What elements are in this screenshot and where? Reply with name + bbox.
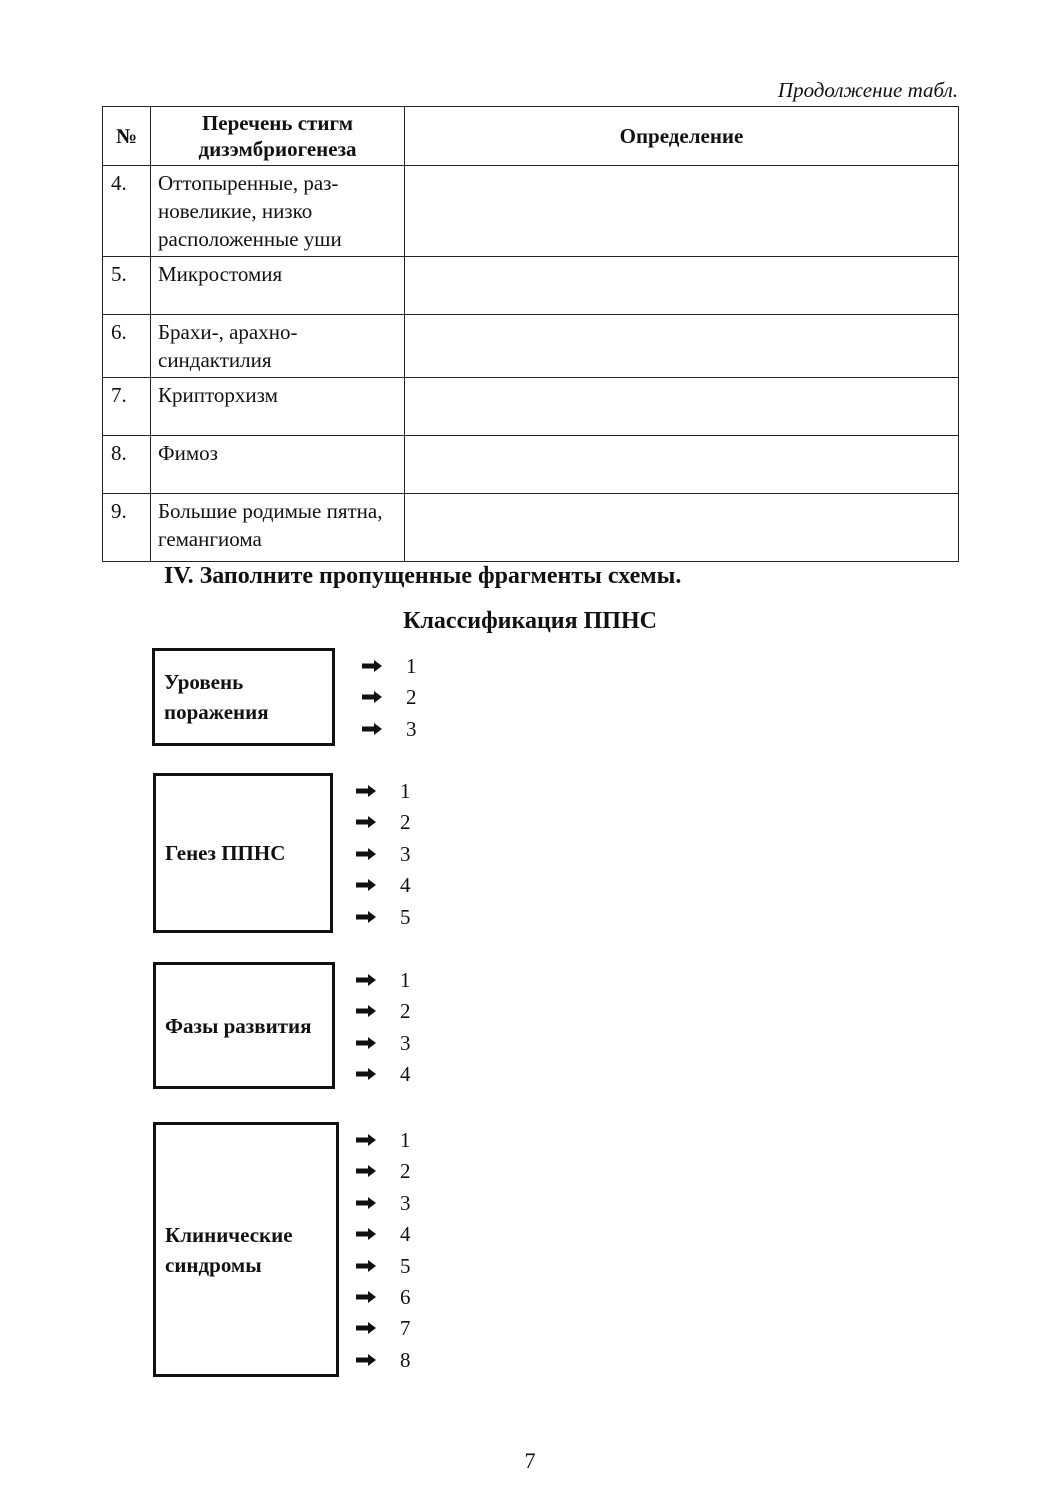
section-title: IV. Заполните пропущенные фрагменты схемы. bbox=[164, 563, 682, 589]
arrow-right-icon bbox=[362, 660, 382, 672]
arrow-right-icon bbox=[356, 848, 376, 860]
cell-definition[interactable] bbox=[405, 257, 959, 315]
scheme-box-label: Уровень поражения bbox=[164, 670, 269, 724]
arrow-right-icon bbox=[356, 785, 376, 797]
scheme-item-number: 3 bbox=[406, 716, 417, 741]
continuation-note: Продолжение табл. bbox=[777, 78, 958, 102]
arrow-right-icon bbox=[356, 911, 376, 923]
arrow-right-icon bbox=[356, 974, 376, 986]
cell-definition[interactable] bbox=[405, 315, 959, 378]
table-row bbox=[103, 378, 959, 436]
cell-item: Микростомия bbox=[151, 257, 405, 315]
arrow-right-icon bbox=[356, 879, 376, 891]
arrow-right-icon bbox=[356, 1197, 376, 1209]
cell-item: Большие родимые пятна, гемангиома bbox=[151, 494, 405, 562]
arrow-right-icon bbox=[356, 1260, 376, 1272]
cell-definition[interactable] bbox=[405, 494, 959, 562]
scheme-box-label: Генез ППНС bbox=[165, 841, 286, 865]
cell-item: Крипторхизм bbox=[151, 378, 405, 436]
arrow-right-icon bbox=[356, 1228, 376, 1240]
table-row bbox=[103, 166, 959, 257]
stigmata-table bbox=[102, 106, 959, 562]
scheme-box bbox=[153, 962, 335, 1089]
scheme-item-number: 8 bbox=[400, 1347, 411, 1372]
cell-definition[interactable] bbox=[405, 436, 959, 494]
table-row bbox=[103, 494, 959, 562]
cell-definition[interactable] bbox=[405, 166, 959, 257]
scheme-item-number: 1 bbox=[400, 779, 411, 803]
arrow-right-icon bbox=[356, 1354, 376, 1366]
arrow-right-icon bbox=[356, 1322, 376, 1334]
cell-num: 4. bbox=[103, 166, 151, 257]
scheme-box bbox=[153, 1122, 339, 1377]
scheme-item-number: 4 bbox=[400, 873, 411, 898]
cell-item: Брахи-, арахно-синдактилия bbox=[151, 315, 405, 378]
arrow-right-icon bbox=[356, 816, 376, 828]
cell-definition[interactable] bbox=[405, 378, 959, 436]
scheme-item-number: 3 bbox=[400, 1190, 411, 1215]
scheme-item-number: 2 bbox=[400, 999, 411, 1024]
cell-item: Оттопыренные, раз-новеликие, низко расположенные уши bbox=[151, 166, 405, 257]
table-row bbox=[103, 436, 959, 494]
arrow-right-icon bbox=[362, 723, 382, 735]
arrow-right-icon bbox=[362, 691, 382, 703]
cell-item: Фимоз bbox=[151, 436, 405, 494]
scheme-item-number: 1 bbox=[400, 1128, 411, 1152]
scheme-item-number: 2 bbox=[406, 685, 417, 710]
scheme-item-number: 4 bbox=[400, 1222, 411, 1247]
scheme-box bbox=[152, 648, 335, 746]
scheme-item-number: 5 bbox=[400, 904, 411, 929]
header-stigmata: Перечень стигм дизэмбриогенеза bbox=[151, 107, 405, 166]
scheme-item-number: 7 bbox=[400, 1316, 411, 1341]
table-row bbox=[103, 315, 959, 378]
scheme-item-number: 4 bbox=[400, 1062, 411, 1087]
scheme-box-label: Фазы развития bbox=[165, 1013, 312, 1038]
scheme-item-number: 3 bbox=[400, 1030, 411, 1055]
header-number: № bbox=[103, 107, 151, 166]
page-number: 7 bbox=[524, 1448, 536, 1473]
scheme-box-label: Клинические синдромы bbox=[165, 1222, 293, 1277]
cell-num: 8. bbox=[103, 436, 151, 494]
scheme-box bbox=[153, 773, 333, 933]
arrow-right-icon bbox=[356, 1165, 376, 1177]
scheme-item-number: 1 bbox=[406, 654, 417, 678]
arrow-right-icon bbox=[356, 1037, 376, 1049]
cell-num: 7. bbox=[103, 378, 151, 436]
arrow-right-icon bbox=[356, 1068, 376, 1080]
scheme-title: Классификация ППНС bbox=[403, 608, 657, 634]
scheme-item-number: 3 bbox=[400, 841, 411, 866]
arrow-right-icon bbox=[356, 1134, 376, 1146]
arrow-right-icon bbox=[356, 1005, 376, 1017]
scheme-item-number: 5 bbox=[400, 1253, 411, 1278]
table-row bbox=[103, 257, 959, 315]
scheme-item-number: 2 bbox=[400, 810, 411, 835]
header-definition: Определение bbox=[405, 107, 959, 166]
scheme-item-number: 2 bbox=[400, 1159, 411, 1184]
cell-num: 5. bbox=[103, 257, 151, 315]
cell-num: 6. bbox=[103, 315, 151, 378]
arrow-right-icon bbox=[356, 1291, 376, 1303]
scheme-item-number: 1 bbox=[400, 968, 411, 992]
scheme-item-number: 6 bbox=[400, 1285, 411, 1309]
cell-num: 9. bbox=[103, 494, 151, 562]
